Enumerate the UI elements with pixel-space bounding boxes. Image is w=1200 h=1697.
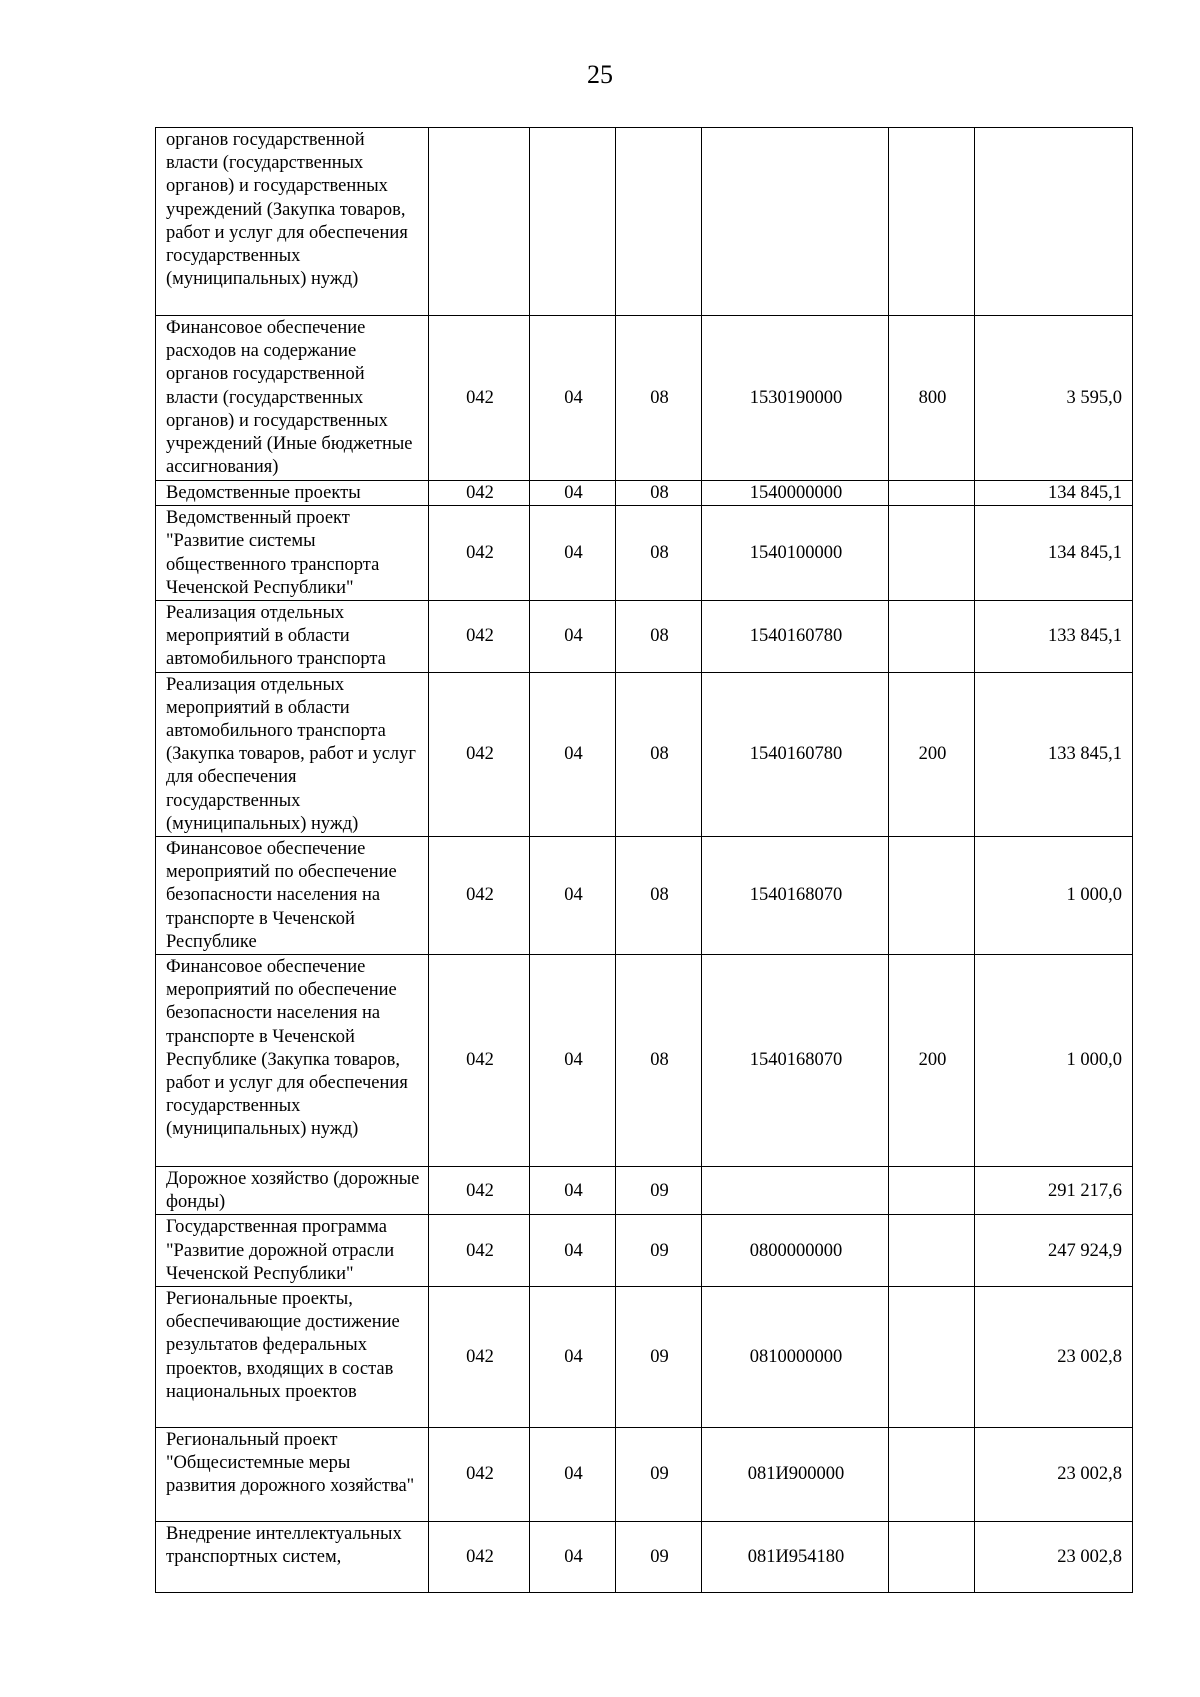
row-subsection — [616, 128, 702, 316]
row-amount: 247 924,9 — [975, 1215, 1133, 1287]
row-name: Ведомственные проекты — [156, 481, 429, 506]
row-name: Государственная программа "Развитие дорожной отрасли Чеченской Республики" — [156, 1215, 429, 1287]
row-target-article: 1540168070 — [702, 955, 889, 1167]
row-name: Ведомственный проект "Развитие системы общественного транспорта Чеченской Республики" — [156, 506, 429, 601]
row-grbs: 042 — [429, 1522, 530, 1593]
row-name: Финансовое обеспечение мероприятий по обеспечение безопасности населения на транспорте в Чеченской Республике — [156, 837, 429, 955]
row-grbs: 042 — [429, 601, 530, 673]
row-expense-type: 200 — [889, 672, 975, 836]
row-section: 04 — [530, 955, 616, 1167]
row-expense-type — [889, 1167, 975, 1215]
table-row — [156, 955, 1133, 1167]
table-row — [156, 1167, 1133, 1215]
row-name: органов государственной власти (государственных органов) и государственных учреждений (Закупка товаров, работ и услуг для обеспечения государственных (муниципальных) нужд) — [156, 128, 429, 316]
row-section: 04 — [530, 601, 616, 673]
row-name: Финансовое обеспечение расходов на содержание органов государственной власти (государственных органов) и государственных учреждений (Иные бюджетные ассигнования) — [156, 316, 429, 481]
row-section: 04 — [530, 1215, 616, 1287]
row-subsection: 08 — [616, 837, 702, 955]
row-amount: 3 595,0 — [975, 316, 1133, 481]
page-number: 25 — [587, 60, 613, 89]
row-target-article: 1540160780 — [702, 672, 889, 836]
row-amount: 134 845,1 — [975, 481, 1133, 506]
row-amount: 23 002,8 — [975, 1428, 1133, 1522]
row-grbs — [429, 128, 530, 316]
row-grbs: 042 — [429, 506, 530, 601]
row-subsection: 08 — [616, 316, 702, 481]
row-name: Региональный проект "Общесистемные меры развития дорожного хозяйства" — [156, 1428, 429, 1522]
row-name: Внедрение интеллектуальных транспортных систем, — [156, 1522, 429, 1593]
row-section: 04 — [530, 1287, 616, 1428]
row-expense-type — [889, 481, 975, 506]
row-expense-type — [889, 1522, 975, 1593]
budget-table — [155, 127, 1133, 1593]
row-grbs: 042 — [429, 1167, 530, 1215]
row-subsection: 08 — [616, 506, 702, 601]
row-subsection: 08 — [616, 955, 702, 1167]
row-grbs: 042 — [429, 672, 530, 836]
row-section: 04 — [530, 1522, 616, 1593]
row-amount: 23 002,8 — [975, 1522, 1133, 1593]
row-subsection: 09 — [616, 1428, 702, 1522]
row-expense-type — [889, 506, 975, 601]
table-row — [156, 481, 1133, 506]
table-row — [156, 1215, 1133, 1287]
row-subsection: 09 — [616, 1287, 702, 1428]
row-subsection: 09 — [616, 1167, 702, 1215]
row-target-article: 1540100000 — [702, 506, 889, 601]
row-target-article: 0800000000 — [702, 1215, 889, 1287]
row-name: Финансовое обеспечение мероприятий по обеспечение безопасности населения на транспорте в Чеченской Республике (Закупка товаров, работ и услуг для обеспечения государственных (муниципальных) нужд) — [156, 955, 429, 1167]
table-row — [156, 128, 1133, 316]
table-row — [156, 837, 1133, 955]
row-grbs: 042 — [429, 1215, 530, 1287]
table-row — [156, 672, 1133, 836]
row-amount: 134 845,1 — [975, 506, 1133, 601]
row-grbs: 042 — [429, 1428, 530, 1522]
row-subsection: 09 — [616, 1215, 702, 1287]
row-target-article: 081И954180 — [702, 1522, 889, 1593]
row-expense-type — [889, 1215, 975, 1287]
row-subsection: 08 — [616, 601, 702, 673]
row-subsection: 08 — [616, 481, 702, 506]
row-target-article: 1540000000 — [702, 481, 889, 506]
row-amount: 1 000,0 — [975, 837, 1133, 955]
row-amount: 133 845,1 — [975, 601, 1133, 673]
row-subsection: 08 — [616, 672, 702, 836]
row-expense-type — [889, 601, 975, 673]
row-name: Дорожное хозяйство (дорожные фонды) — [156, 1167, 429, 1215]
row-expense-type: 800 — [889, 316, 975, 481]
row-grbs: 042 — [429, 481, 530, 506]
table-row — [156, 1428, 1133, 1522]
row-section: 04 — [530, 1428, 616, 1522]
row-target-article: 081И900000 — [702, 1428, 889, 1522]
row-target-article: 1540168070 — [702, 837, 889, 955]
row-amount: 23 002,8 — [975, 1287, 1133, 1428]
table-row — [156, 506, 1133, 601]
row-section: 04 — [530, 481, 616, 506]
row-section: 04 — [530, 506, 616, 601]
table-row — [156, 1522, 1133, 1593]
table-row — [156, 316, 1133, 481]
row-section: 04 — [530, 316, 616, 481]
row-amount: 133 845,1 — [975, 672, 1133, 836]
row-expense-type — [889, 1287, 975, 1428]
row-target-article — [702, 1167, 889, 1215]
row-grbs: 042 — [429, 1287, 530, 1428]
row-target-article: 0810000000 — [702, 1287, 889, 1428]
row-grbs: 042 — [429, 837, 530, 955]
table-row — [156, 1287, 1133, 1428]
row-section: 04 — [530, 1167, 616, 1215]
row-amount: 1 000,0 — [975, 955, 1133, 1167]
row-target-article: 1540160780 — [702, 601, 889, 673]
row-amount — [975, 128, 1133, 316]
row-expense-type — [889, 128, 975, 316]
row-name: Региональные проекты, обеспечивающие достижение результатов федеральных проектов, входящих в состав национальных проектов — [156, 1287, 429, 1428]
row-name: Реализация отдельных мероприятий в области автомобильного транспорта — [156, 601, 429, 673]
table-row — [156, 601, 1133, 673]
row-section — [530, 128, 616, 316]
row-subsection: 09 — [616, 1522, 702, 1593]
row-amount: 291 217,6 — [975, 1167, 1133, 1215]
row-expense-type — [889, 837, 975, 955]
row-expense-type — [889, 1428, 975, 1522]
row-expense-type: 200 — [889, 955, 975, 1167]
row-target-article — [702, 128, 889, 316]
row-grbs: 042 — [429, 955, 530, 1167]
row-name: Реализация отдельных мероприятий в области автомобильного транспорта (Закупка товаров, работ и услуг для обеспечения государственных (муниципальных) нужд) — [156, 672, 429, 836]
row-grbs: 042 — [429, 316, 530, 481]
row-target-article: 1530190000 — [702, 316, 889, 481]
row-section: 04 — [530, 837, 616, 955]
row-section: 04 — [530, 672, 616, 836]
